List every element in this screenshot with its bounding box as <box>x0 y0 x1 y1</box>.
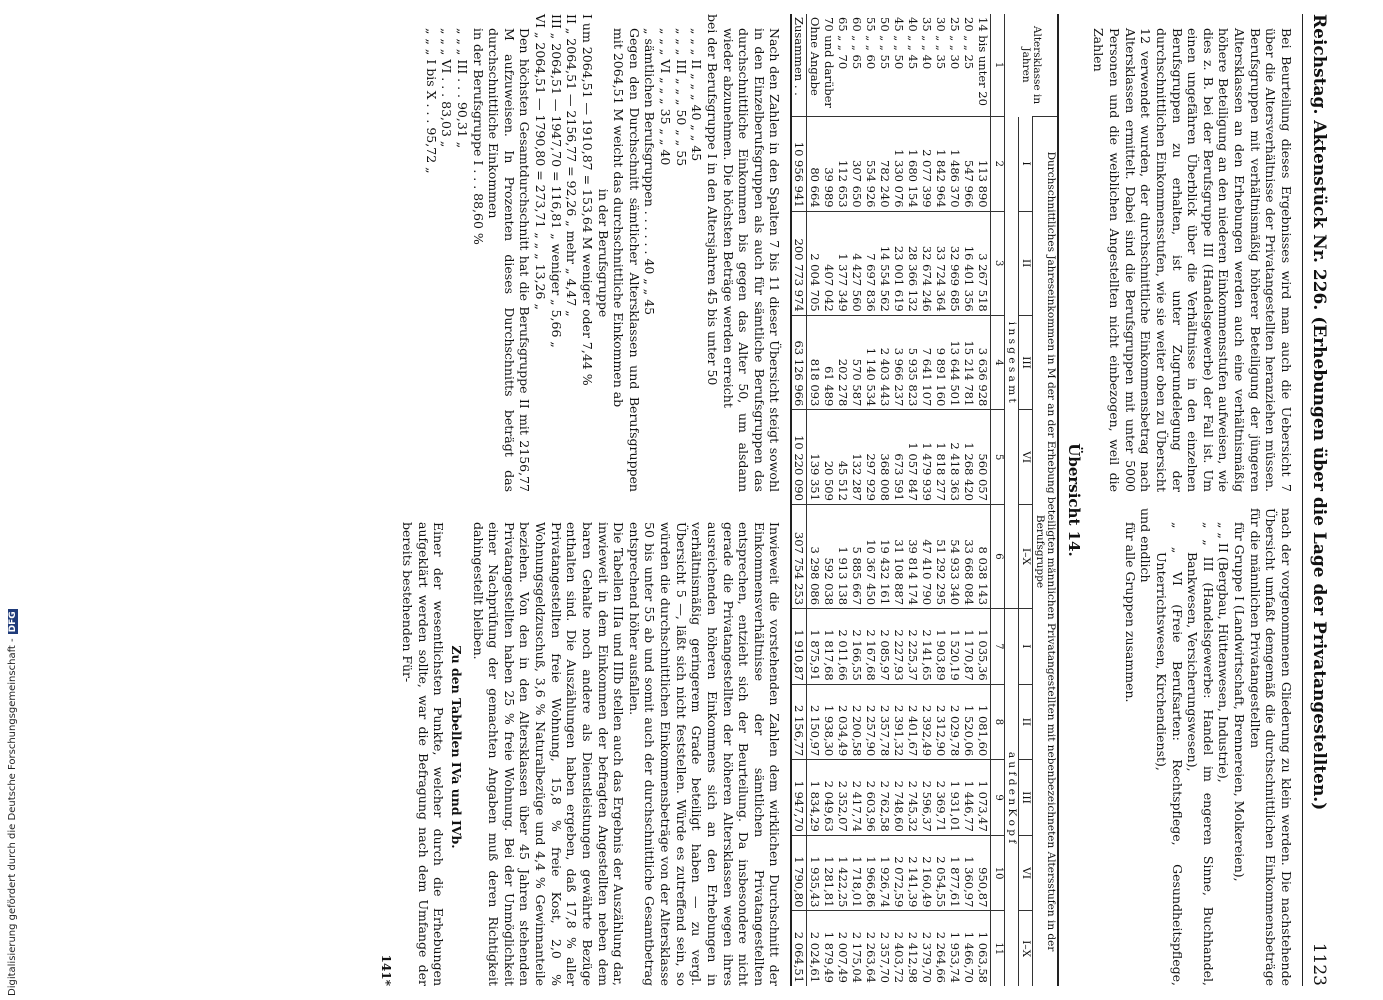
table-body <box>792 14 990 986</box>
value-cell: 297 929 <box>864 410 878 505</box>
para-2: bei der Berufsgruppe I in den Altersjahren 45 bis unter 50 <box>704 14 720 386</box>
lower-left-column <box>378 14 782 492</box>
column-number: 7 <box>991 609 1005 685</box>
value-cell: 407 042 <box>822 211 836 315</box>
value-cell: 592 038 <box>822 504 836 608</box>
lower-columns <box>378 14 782 986</box>
pct-line-1: „ „ „ III . . . 90,31 „ <box>454 28 470 149</box>
value-cell: 1 718,01 <box>850 835 864 911</box>
table-row <box>878 14 892 986</box>
value-cell: 368 008 <box>878 410 892 505</box>
value-cell: 2 049,63 <box>822 760 836 836</box>
value-cell: 7 641 107 <box>920 315 934 410</box>
table-row <box>934 14 948 986</box>
col-head-8: III <box>1018 760 1032 836</box>
table-row <box>792 14 807 986</box>
value-cell: 2 004 705 <box>807 211 822 315</box>
value-cell: 1 817,68 <box>822 609 836 685</box>
value-cell: 2 227,93 <box>892 609 906 685</box>
age-cell: 55 „ „ 60 <box>863 17 878 70</box>
value-cell: 20 509 <box>822 410 836 505</box>
col-head-3: III <box>1018 315 1032 410</box>
value-cell: 1 680 154 <box>906 117 920 212</box>
value-cell: 2 403,72 <box>892 911 906 986</box>
and-finally: und endlich <box>1138 508 1154 583</box>
value-cell: 2 745,32 <box>906 760 920 836</box>
value-cell: 1 875,91 <box>807 609 822 685</box>
para-5: Den höchsten Gesamtdurchschnitt hat die Berufsgruppe II mit 2156,77 M aufzuweisen. In Prozenten dieses Durchschnitts beträgt das durchschnittliche Einkommen <box>486 28 533 492</box>
value-cell: 1 377 349 <box>836 211 850 315</box>
value-cell: 2 257,90 <box>864 684 878 760</box>
value-cell: 33 724 364 <box>934 211 948 315</box>
value-cell: 1 479 939 <box>920 410 934 505</box>
value-cell: 7 697 836 <box>864 211 878 315</box>
value-cell: 1 486 370 <box>948 117 962 212</box>
age-line-2: „ „ „ III „ „ „ 50 „ „ 55 <box>673 28 689 167</box>
table-row <box>892 14 906 986</box>
group-line-1: für Gruppe I (Landwirtschaft, Brennereien, Molkereien), <box>1232 522 1248 882</box>
value-cell: 8 038 143 <box>976 504 991 608</box>
value-cell: 554 926 <box>864 117 878 212</box>
value-cell: 2 054,55 <box>934 835 948 911</box>
value-cell: 1 931,01 <box>948 760 962 836</box>
value-cell: 2 401,67 <box>906 684 920 760</box>
value-cell: 1 073,47 <box>976 760 991 836</box>
col-head-7: II <box>1018 684 1032 760</box>
para-6: in der Berufsgruppe I . . . 88,60 % <box>470 28 486 245</box>
col-head-5: I–X <box>1018 504 1032 608</box>
age-cell: 65 „ „ 70 <box>835 17 850 70</box>
value-cell: 45 512 <box>836 410 850 505</box>
table-title: Übersicht 14. <box>1064 443 1083 557</box>
column-number: 6 <box>991 504 1005 608</box>
col-head-6: I <box>1018 609 1032 685</box>
age-cell: 60 „ „ 65 <box>849 17 864 70</box>
credit-text: Digitalisierung gefördert durch die Deutsche Forschungsgemeinschaft - <box>7 638 18 996</box>
value-cell: 2 225,37 <box>906 609 920 685</box>
value-cell: 2 762,58 <box>878 760 892 836</box>
value-cell: 200 773 974 <box>792 211 807 315</box>
table-caption: Durchschnittliches Jahreseinkommen in M der an der Erhebung beteiligten männlichen Privatangestellten mit nebenbezeichneten Altersstufen in der Berufsgruppe <box>1032 117 1057 987</box>
value-cell: 10 220 090 <box>792 410 807 505</box>
value-cell: 13 644 501 <box>948 315 962 410</box>
page-content <box>39 14 1329 986</box>
value-cell: 1 268 420 <box>962 410 976 505</box>
value-cell: 2 024,61 <box>807 911 822 986</box>
age-line-1: „ „ „ II „ „ „ 40 „ „ 45 <box>689 28 705 162</box>
table-row <box>920 14 934 986</box>
value-cell: 113 890 <box>976 117 991 212</box>
group-line-4: „ „ VI (Freie Berufsarten: Rechtspflege, Gesundheitspflege, Unterrichtswesen, Kirchendienst), <box>1154 522 1185 986</box>
value-cell: 2 085,97 <box>878 609 892 685</box>
value-cell: 2 072,59 <box>892 835 906 911</box>
value-cell: 1 446,77 <box>962 760 976 836</box>
value-cell: 1 926,74 <box>878 835 892 911</box>
age-cell: 70 und darüber <box>821 17 836 108</box>
footer-page-number: 141* <box>379 954 394 986</box>
column-number: 2 <box>991 117 1005 212</box>
table-row <box>976 14 991 986</box>
value-cell: 16 401 356 <box>962 211 976 315</box>
intro-lead: nach der vorgenommenen Gliederung zu klein werden. Die nachstehende Übersicht umfaßt demgemäß die durchschnittlichen Einkommensbeträge für die männlichen Privatangestellten <box>1247 508 1294 986</box>
column-number: 8 <box>991 684 1005 760</box>
age-cell: 35 „ „ 40 <box>920 17 935 70</box>
table-row <box>948 14 962 986</box>
credit-text-wrapper <box>7 609 18 996</box>
value-cell: 2 175,04 <box>850 911 864 986</box>
age-line-4: „ sämtlichen Berufsgruppen . . . . . . 40 „ „ 45 <box>642 28 658 316</box>
value-cell: 5 935 823 <box>906 315 920 410</box>
value-cell: 10 367 450 <box>864 504 878 608</box>
value-cell: 2 417,74 <box>850 760 864 836</box>
value-cell: 2 357,78 <box>878 684 892 760</box>
value-cell: 1 790,80 <box>792 835 807 911</box>
value-cell: 28 366 132 <box>906 211 920 315</box>
value-cell: 139 351 <box>807 410 822 505</box>
value-cell: 547 966 <box>962 117 976 212</box>
value-cell: 5 885 667 <box>850 504 864 608</box>
column-number: 5 <box>991 410 1005 505</box>
value-cell: 1 281,81 <box>822 835 836 911</box>
intro-right-column <box>1091 508 1294 986</box>
age-cell: 25 „ „ 30 <box>948 17 963 70</box>
value-cell: 2 412,98 <box>906 911 920 986</box>
value-cell: 2 156,77 <box>792 684 807 760</box>
value-cell: 1 842 964 <box>934 117 948 212</box>
value-cell: 63 126 966 <box>792 315 807 410</box>
para-1: Nach den Zahlen in den Spalten 7 bis 11 dieser Übersicht steigt sowohl in den Einzelberufsgruppen als auch für sämtliche Berufsgruppen das durchschnittliche Einkommen bis gegen das Alter 50, um alsdann wieder abzunehmen. Die höchsten Beträge werden erreicht <box>720 28 783 492</box>
value-cell: 1 035,36 <box>976 609 991 685</box>
value-cell: 2 141,39 <box>906 835 920 911</box>
pct-line-3: „ „ „ I bis X . . . 95,72 „ <box>423 28 439 174</box>
age-cell: 40 „ „ 45 <box>906 17 920 70</box>
column-number: 4 <box>991 315 1005 410</box>
digitization-credit <box>6 396 20 996</box>
value-cell: 2 007,49 <box>836 911 850 986</box>
column-number: 10 <box>991 835 1005 911</box>
value-cell: 202 278 <box>836 315 850 410</box>
para-3: Gegen den Durchschnitt sämtlicher Altersklassen und Berufsgruppen mit 2064,51 M weicht das durchschnittliche Einkommen ab <box>611 28 642 492</box>
col-head-2: II <box>1018 211 1032 315</box>
lower-right-column <box>378 508 782 986</box>
age-line-3: „ „ „ VI „ „ „ 35 „ „ 40 <box>658 28 674 166</box>
value-cell: 2 748,60 <box>892 760 906 836</box>
dev-line-1: I um 2064,51 — 1910,87 = 153,64 M weniger oder 7,44 % <box>579 14 595 386</box>
col-head-10: I–X <box>1018 911 1032 986</box>
value-cell: 112 653 <box>836 117 850 212</box>
age-cell: Ohne Angabe <box>807 17 822 96</box>
intro-columns <box>1091 14 1294 986</box>
column-number: 11 <box>991 911 1005 986</box>
column-number: 3 <box>991 211 1005 315</box>
para-7: Inwieweit die vorstehenden Zahlen dem wirklichen Durchschnitt der Einkommensverhältnisse der sämtlichen Privatangestellten entsprechen, entzieht sich der Beurteilung. Da insbesondere nicht gerade die Privatangestellten der höheren Altersklassen wegen ihres ausreichenden höheren Einkommens sich an den Erhebungen in verhältnismäßig geringerem Grade beteiligt haben — zu vergl. Übersicht 5 —, läßt sich nicht feststellen. Würde es zutreffend sein, so würden die durchschnittlichen Einkommensbeträge von der Altersklasse 50 bis unter 55 ab und somit auch der durchschnittliche Gesamtbetrag entsprechend höher ausfallen. <box>626 522 783 986</box>
value-cell: 61 489 <box>822 315 836 410</box>
value-cell: 1 953,74 <box>948 911 962 986</box>
value-cell: 32 969 685 <box>948 211 962 315</box>
table-row <box>864 14 878 986</box>
value-cell: 1 081,60 <box>976 684 991 760</box>
value-cell: 31 108 887 <box>892 504 906 608</box>
value-cell: 9 891 160 <box>934 315 948 410</box>
value-cell: 2 029,78 <box>948 684 962 760</box>
value-cell: 2 403 443 <box>878 315 892 410</box>
table-row <box>822 14 836 986</box>
value-cell: 2 392,49 <box>920 684 934 760</box>
value-cell: 2 077 399 <box>920 117 934 212</box>
value-cell: 3 966 237 <box>892 315 906 410</box>
value-cell: 3 267 518 <box>976 211 991 315</box>
value-cell: 2 150,97 <box>807 684 822 760</box>
value-cell: 47 410 790 <box>920 504 934 608</box>
value-cell: 1 520,19 <box>948 609 962 685</box>
value-cell: 2 357,70 <box>878 911 892 986</box>
span-per-head: a u f d e n K o p f <box>1004 609 1018 986</box>
value-cell: 2 200,58 <box>850 684 864 760</box>
page-header <box>1302 14 1329 986</box>
value-cell: 2 011,66 <box>836 609 850 685</box>
value-cell: 2 160,49 <box>920 835 934 911</box>
value-cell: 2 391,32 <box>892 684 906 760</box>
value-cell: 23 001 619 <box>892 211 906 315</box>
value-cell: 2 418 363 <box>948 410 962 505</box>
table-row <box>807 14 822 986</box>
value-cell: 1 903,89 <box>934 609 948 685</box>
col-head-4: VI <box>1018 410 1032 505</box>
value-cell: 1 057 847 <box>906 410 920 505</box>
age-cell: 20 „ „ 25 <box>962 17 977 70</box>
dfg-logo: DFG <box>8 611 18 633</box>
column-number: 1 <box>991 14 1005 117</box>
age-cell: 45 „ „ 50 <box>891 17 906 70</box>
value-cell: 1 466,70 <box>962 911 976 986</box>
value-cell: 1 877,61 <box>948 835 962 911</box>
table-row <box>836 14 850 986</box>
value-cell: 1 330 076 <box>892 117 906 212</box>
value-cell: 1 422,25 <box>836 835 850 911</box>
value-cell: 15 214 781 <box>962 315 976 410</box>
intro-paragraph: Bei Beurteilung dieses Ergebnisses wird man auch die Uebersicht 7 über die Altersverhältnisse der Privatangestellten heranziehen müssen. Berufsgruppen mit verhältnismäßig höherer Beteiligung der jüngeren Altersklassen an den Erhebungen werden auch eine verhältnismäßig höhere Beteiligung an den niederen Einkommensstufen aufweisen, wie dies z. B. bei der Berufsgruppe III (Handelsgewerbe) der Fall ist. Um einen ungefähren Überblick über die Verhältnisse in den einzelnen Berufsgruppen zu erhalten, ist unter Zugrundelegung der durchschnittlichen Einkommensstufen, wie sie weiter oben zu Übersicht 12 verwendet wurden, der durchschnittliche Einkommensbetrag nach Altersklassen ermittelt. Dabei sind die Berufsgruppen mit unter 5000 Personen und die weiblichen Angestellten nicht einbezogen, weil die Zahlen <box>1091 28 1294 492</box>
age-cell: 50 „ „ 55 <box>877 17 892 70</box>
intro-left-column <box>1091 14 1294 492</box>
value-cell: 39 989 <box>822 117 836 212</box>
age-header: Altersklasse in Jahren <box>1004 14 1057 117</box>
value-cell: 3 636 928 <box>976 315 991 410</box>
value-cell: 80 664 <box>807 117 822 212</box>
value-cell: 2 167,68 <box>864 609 878 685</box>
value-cell: 19 432 161 <box>878 504 892 608</box>
value-cell: 51 292 295 <box>934 504 948 608</box>
value-cell: 307 754 253 <box>792 504 807 608</box>
value-cell: 2 166,55 <box>850 609 864 685</box>
value-cell: 1 360,97 <box>962 835 976 911</box>
value-cell: 14 554 562 <box>878 211 892 315</box>
column-number: 9 <box>991 760 1005 836</box>
col-head-9: VI <box>1018 835 1032 911</box>
age-cell: 14 bis unter 20 <box>976 17 991 106</box>
value-cell: 132 287 <box>850 410 864 505</box>
all-groups: für alle Gruppen zusammen. <box>1122 522 1138 703</box>
value-cell: 1 938,30 <box>822 684 836 760</box>
value-cell: 2 603,96 <box>864 760 878 836</box>
para-9: Einer der wesentlichsten Punkte, welcher durch die Erhebungen aufgeklärt werden sollte, war die Befragung nach dem Umfange der bereits bestehenden Für- <box>400 522 447 986</box>
value-cell: 2 369,71 <box>934 760 948 836</box>
value-cell: 1 913 138 <box>836 504 850 608</box>
value-cell: 10 956 941 <box>792 117 807 212</box>
value-cell: 950,87 <box>976 835 991 911</box>
table-row <box>850 14 864 986</box>
para-4: in der Berufsgruppe <box>595 188 611 318</box>
value-cell: 2 312,90 <box>934 684 948 760</box>
value-cell: 673 591 <box>892 410 906 505</box>
value-cell: 32 674 246 <box>920 211 934 315</box>
value-cell: 1 947,70 <box>792 760 807 836</box>
value-cell: 2 034,49 <box>836 684 850 760</box>
value-cell: 1 140 534 <box>864 315 878 410</box>
value-cell: 39 814 174 <box>906 504 920 608</box>
value-cell: 1 910,87 <box>792 609 807 685</box>
value-cell: 2 263,64 <box>864 911 878 986</box>
table-row <box>906 14 920 986</box>
value-cell: 1 063,58 <box>976 911 991 986</box>
pct-line-2: „ „ „ VI . . . 83,03 „ <box>439 28 455 148</box>
value-cell: 2 064,51 <box>792 911 807 986</box>
span-total: i n s g e s a m t <box>1004 117 1018 609</box>
value-cell: 782 240 <box>878 117 892 212</box>
value-cell: 2 352,07 <box>836 760 850 836</box>
col-head-1: I <box>1018 117 1032 212</box>
value-cell: 1 966,86 <box>864 835 878 911</box>
dev-line-2: II „ 2064,51 — 2156,77 = 92,26 „ mehr „ 4,47 „ <box>564 14 580 317</box>
age-cell: Zusammen . . <box>792 14 807 117</box>
page-number: 1123 <box>1309 942 1329 986</box>
table-wrapper <box>790 14 1058 986</box>
dev-line-4: VI „ 2064,51 — 1790,80 = 273,71 „ „ „ 13,26 „ <box>533 14 549 310</box>
value-cell: 560 057 <box>976 410 991 505</box>
group-line-3: „ „ III (Handelsgewerbe: Handel im engeren Sinne, Buchhandel, Bankwesen, Versicherungswesen), <box>1185 522 1216 986</box>
value-cell: 2 141,65 <box>920 609 934 685</box>
subheading: Zu den Tabellen IVa und IVb. <box>448 645 464 849</box>
value-cell: 1 879,49 <box>822 911 836 986</box>
table-row <box>962 14 976 986</box>
value-cell: 307 650 <box>850 117 864 212</box>
age-cell: 30 „ „ 35 <box>934 17 949 70</box>
value-cell: 818 093 <box>807 315 822 410</box>
value-cell: 3 298 086 <box>807 504 822 608</box>
group-line-2: „ „ II (Bergbau, Hüttenwesen, Industrie), <box>1216 522 1232 783</box>
value-cell: 1 834,29 <box>807 760 822 836</box>
value-cell: 1 170,87 <box>962 609 976 685</box>
value-cell: 2 379,70 <box>920 911 934 986</box>
value-cell: 1 520,06 <box>962 684 976 760</box>
income-table <box>792 14 1056 986</box>
value-cell: 2 596,37 <box>920 760 934 836</box>
value-cell: 570 587 <box>850 315 864 410</box>
para-8: Die Tabellen IIIa und IIIb stellen auch das Ergebnis der Auszählung dar, inwieweit in dem Einkommen der befragten Angestellten neben dem baren Gehalte noch andere als Dienstleistungen gewährte Bezüge enthalten sind. Die Auszählungen haben ergeben, daß 17,8 % aller Privatangestellten freie Wohnung, 15,8 % freie Kost, 2,0 % Wohnungsgeldzuschuß, 3,6 % Naturalbezüge und 4,4 % Gewinnanteile beziehen. Von den in den Altersklassen über 45 Jahren stehenden Privatangestellten haben 25 % freie Wohnung. Bei der Unmöglichkeit einer Nachprüfung der gemachten Angaben muß deren Richtigkeit dahingestellt bleiben. <box>470 522 627 986</box>
value-cell: 33 668 084 <box>962 504 976 608</box>
column-number-row <box>991 14 1005 986</box>
value-cell: 4 427 560 <box>850 211 864 315</box>
value-cell: 1 935,43 <box>807 835 822 911</box>
value-cell: 2 264,66 <box>934 911 948 986</box>
value-cell: 54 933 340 <box>948 504 962 608</box>
header-title: Reichstag. Aktenstück Nr. 226. (Erhebungen über die Lage der Privatangestellten.) <box>1309 14 1329 811</box>
dev-line-3: III „ 2064,51 — 1947,70 = 116,81 „ weniger „ 5,66 „ <box>548 14 564 348</box>
value-cell: 1 818 277 <box>934 410 948 505</box>
